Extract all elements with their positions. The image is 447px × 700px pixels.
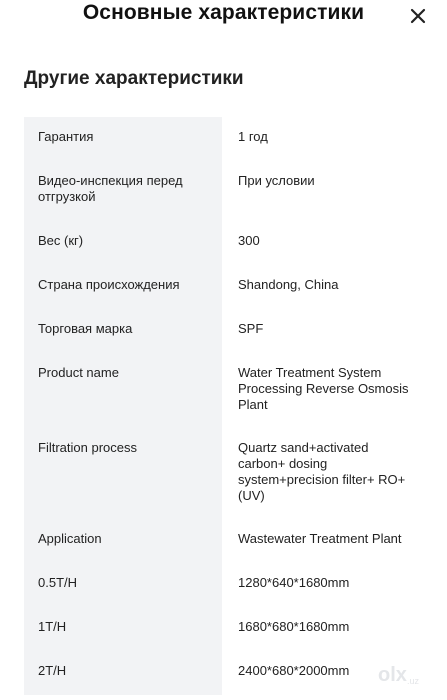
spec-row — [24, 519, 421, 563]
spec-row — [24, 353, 421, 428]
modal-header — [0, 0, 447, 30]
spec-label: Страна происхождения — [24, 265, 222, 309]
spec-value: 1680*680*1680mm — [238, 619, 350, 634]
spec-value: Water Treatment System Processing Reverse Osmosis Plant — [238, 365, 409, 412]
spec-label: 0.5T/H — [24, 563, 222, 607]
spec-row — [24, 117, 421, 161]
spec-label: 2T/H — [24, 651, 222, 695]
spec-value: 1 год — [238, 129, 268, 144]
spec-value: Shandong, China — [238, 277, 339, 292]
specs-table — [24, 117, 421, 695]
modal-title: Основные характеристики — [82, 1, 365, 24]
close-button[interactable] — [405, 3, 431, 29]
close-icon — [405, 3, 431, 29]
spec-value: 1280*640*1680mm — [238, 575, 350, 590]
spec-row — [24, 563, 421, 607]
spec-label: Вес (кг) — [24, 221, 222, 265]
spec-label: 1T/H — [24, 607, 222, 651]
spec-value: 2400*680*2000mm — [238, 663, 350, 678]
spec-label: Application — [24, 519, 222, 563]
spec-value: Wastewater Treatment Plant — [238, 531, 402, 546]
spec-value: 300 — [238, 233, 260, 248]
section-title: Другие характеристики — [24, 68, 244, 89]
spec-row — [24, 309, 421, 353]
spec-label: Гарантия — [24, 117, 222, 161]
watermark-logo: olx — [378, 664, 407, 686]
spec-row — [24, 265, 421, 309]
spec-value: SPF — [238, 321, 264, 336]
spec-label: Product name — [24, 353, 222, 428]
spec-label: Filtration process — [24, 428, 222, 519]
spec-row — [24, 428, 421, 519]
watermark-suffix: .uz — [407, 676, 420, 686]
spec-row — [24, 161, 421, 221]
spec-row — [24, 221, 421, 265]
spec-row — [24, 607, 421, 651]
spec-value: Quartz sand+activated carbon+ dosing system+precision filter+ RO+(UV) — [238, 440, 406, 503]
spec-label: Торговая марка — [24, 309, 222, 353]
spec-row — [24, 651, 421, 695]
spec-label: Видео-инспекция перед отгрузкой — [24, 161, 222, 221]
spec-value: При условии — [238, 173, 315, 188]
